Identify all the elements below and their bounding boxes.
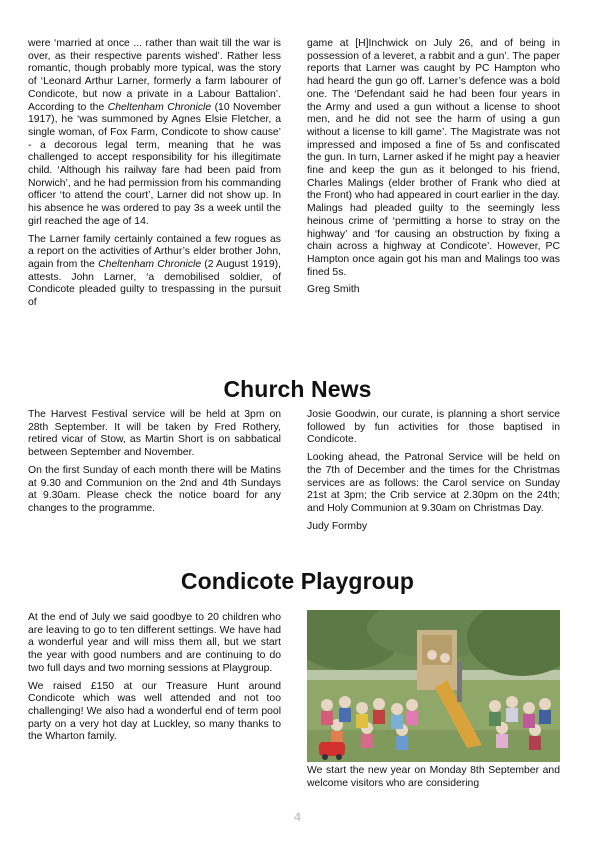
article-signature: Greg Smith bbox=[307, 284, 360, 296]
article-right-column bbox=[307, 38, 560, 302]
page-number: 4 bbox=[294, 810, 301, 824]
church-right-column bbox=[307, 409, 560, 538]
church-left-column bbox=[28, 409, 281, 521]
church-paragraph: Looking ahead, the Patronal Service will be held on the 7th of December and the times for the Christmas services are as follows: the Carol service on Sunday 21st at 3pm; the Crib service at 2.30pm on the 24th; and Holy Communion at 9.30am on Christmas Day. bbox=[307, 452, 560, 514]
playgroup-left-column bbox=[28, 612, 281, 749]
church-paragraph: Josie Goodwin, our curate, is planning a short service followed by fun activities for those baptised in Condicote. bbox=[307, 409, 560, 446]
playgroup-paragraph: We raised £150 at our Treasure Hunt around Condicote which was well attended and not too challenging! We also had a wonderful end of term pool party on a very hot day at Luckley, so many thanks to the Wharton family. bbox=[28, 680, 281, 743]
playgroup-paragraph: At the end of July we said goodbye to 20 children who are leaving to go to ten different settings. We have had a wonderful year and will miss them all, but we start the year with good numbers and are continuing to do two full days and two morning sessions at Playgroup. bbox=[28, 612, 281, 674]
church-signature: Judy Formby bbox=[307, 520, 368, 532]
playgroup-heading: Condicote Playgroup bbox=[180, 568, 415, 594]
article-paragraph: game at [H]Inchwick on July 26, and of being in possession of a leveret, a rabbit and a gun’. The paper reports that Larner was caught by PC Hampton who had heard the gun go off. Larner’s defence was a bold one. The ‘Defendant said he had been four years in the Army and used a gun without a license to shoot men, and he did not see the harm of using a gun without a license to kill game’. The Magistrate was not impressed and imposed a fine of 5s and confiscated the gun. In turn, Larner asked if he might pay a heavier fine and keep the gun as it belonged to his friend, Charles Malings (elder brother of Frank who died at the Front) who had appeared in court earlier in the day. Malings had pleaded guilty to the seemingly less heinous crime of ‘permitting a horse to stray on the highway’ and ‘for causing an obstruction by fixing a chain across a highway at Condicote’. However, PC Hampton once again got his man and Malings too was fined 5s. bbox=[307, 38, 560, 278]
article-left-column bbox=[28, 38, 281, 315]
playgroup-photo bbox=[307, 610, 560, 762]
article-paragraph: The Larner family certainly contained a few rogues as a report on the activities of Arthur’s elder brother John, again from the Cheltenham Chronicle (2 August 1919), attests. John Larner, ‘a demobilised soldier, of Condicote pleaded guilty to trespassing in the pursuit of bbox=[28, 233, 282, 309]
church-paragraph: On the first Sunday of each month there will be Matins at 9.30 and Communion on the 2nd and 4th Sundays at 9.30am. Please check the notice board for any changes to the programme. bbox=[28, 464, 281, 514]
church-news-heading: Church News bbox=[223, 376, 372, 402]
church-paragraph: The Harvest Festival service will be held at 3pm on 28th September. It will be taken by Fred Rothery, retired vicar of Stow, as Martin Short is on sabbatical between September and November. bbox=[28, 409, 281, 459]
photo-caption: We start the new year on Monday 8th September and welcome visitors who are considering bbox=[307, 765, 560, 789]
article-paragraph: were ‘married at once ... rather than wait till the war is over, as their respective parents wished’. Rather less romantic, though probably more typical, was the story of ‘Leonard Arthur Larner, formerly a farm labourer of Condicote, but now a private in a Labour Battalion’. According to the Cheltenham Chronicle (10 November 1917), he ‘was summoned by Agnes Elsie Fletcher, a single woman, of Fox Farm, Condicote to show cause’ - a decorous legal term, meaning that he was challenged to accept responsibility for his illegitimate child. ‘Although his railway fare had been paid from Norwich’, and he had permission from his commanding officer ‘to attend the court’, Larner did not show up. In his absence he was ordered to pay 3s a week until the girl reached the age of 14. bbox=[28, 38, 281, 227]
